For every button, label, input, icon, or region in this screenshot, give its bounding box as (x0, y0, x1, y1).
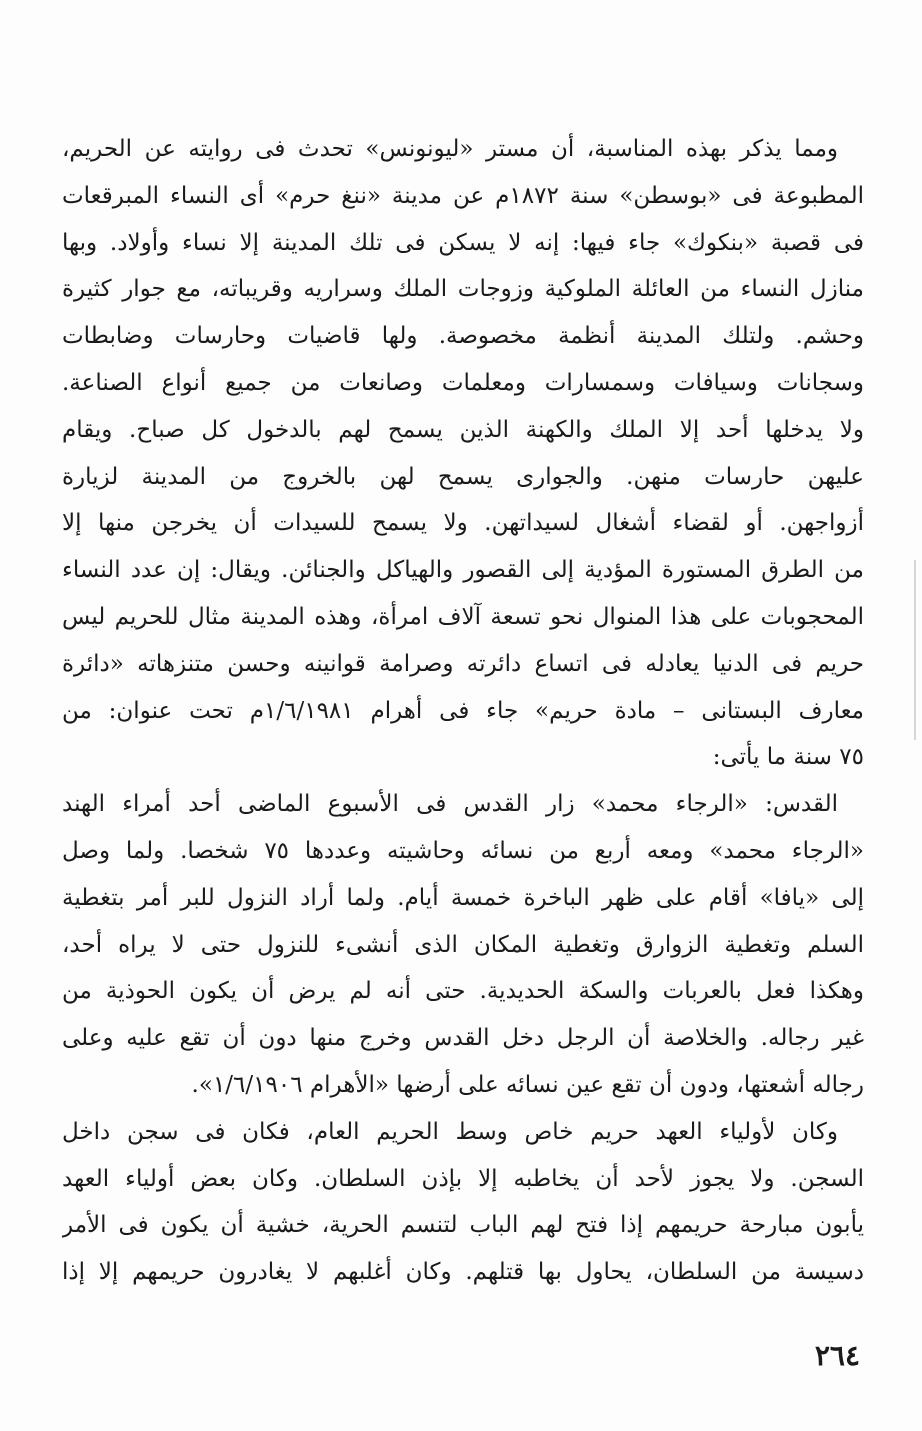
text-line: أزواجهن. أو لقضاء أشغال لسيداتهن. ولا يسمح للسيدات أن يخرجن منها إلا (62, 510, 864, 537)
text-line: المطبوعة فى «بوسطن» سنة ١٨٧٢م عن مدينة «ننغ حرم» أى النساء المبرقعات (62, 182, 864, 209)
text-line: فى قصبة «بنكوك» جاء فيها: إنه لا يسكن فى تلك المدينة إلا نساء وأولاد. وبها (62, 229, 864, 256)
text-line: عليهن حارسات منهن. والجوارى يسمح لهن بالخروج من المدينة لزيارة (62, 463, 864, 490)
text-line: وحشم. ولتلك المدينة أنظمة مخصوصة. ولها قاضيات وحارسات وضابطات (62, 323, 864, 350)
text-line: غير رجاله. والخلاصة أن الرجل دخل القدس وخرج منها دون أن تقع عليه وعلى (62, 1025, 864, 1052)
text-line: يأبون مبارحة حريمهم إذا فتح لهم الباب لتنسم الحرية، خشية أن يكون فى الأمر (62, 1212, 864, 1239)
text-line: وسجانات وسيافات وسمسارات ومعلمات وصانعات من جميع أنواع الصناعة. (62, 369, 864, 396)
text-line: وهكذا فعل بالعربات والسكة الحديدية. حتى أنه لم يرض أن يكون الحوذية من (62, 978, 864, 1005)
page-edge-shadow (914, 560, 916, 740)
text-line: ٧٥ سنة ما يأتى: (712, 744, 864, 771)
text-line: المحجوبات على هذا المنوال نحو تسعة آلاف امرأة، وهذه المدينة مثال للحريم ليس (62, 603, 864, 630)
text-line: معارف البستانى – مادة حريم» جاء فى أهرام ١/٦/١٩٨١م تحت عنوان: من (62, 697, 864, 724)
text-line: منازل النساء من العائلة الملوكية وزوجات الملك وسراريه وقريباته، مع جوار كثيرة (62, 276, 864, 303)
text-line: السلم وتغطية الزوارق وتغطية المكان الذى أنشىء للنزول حتى لا يراه أحد، (62, 931, 864, 958)
text-line: ولا يدخلها أحد إلا الملك والكهنة الذين يسمح لهم بالدخول كل صباح. ويقام (62, 416, 864, 443)
text-line: دسيسة من السلطان، يحاول بها قتلهم. وكان أغلبهم لا يغادرون حريمهم إلا إذا (62, 1259, 864, 1286)
text-line: حريم فى الدنيا يعادله فى اتساع دائرته وصرامة قوانينه وحسن متنزهاته «دائرة (62, 650, 864, 677)
text-line: «الرجاء محمد» ومعه أربع من نسائه وحاشيته وعددها ٧٥ شخصا. ولما وصل (62, 837, 864, 864)
text-line: وكان لأولياء العهد حريم خاص وسط الحريم العام، فكان فى سجن داخل (62, 1118, 838, 1145)
body-text (62, 126, 864, 1296)
text-line: السجن. ولا يجوز لأحد أن يخاطبه إلا بإذن السلطان. وكان بعض أولياء العهد (62, 1165, 864, 1192)
page-number: ٢٦٤ (814, 1339, 860, 1372)
text-line: القدس: «الرجاء محمد» زار القدس فى الأسبوع الماضى أحد أمراء الهند (62, 791, 838, 818)
text-line: ومما يذكر بهذه المناسبة، أن مستر «ليونونس» تحدث فى روايته عن الحريم، (62, 136, 838, 162)
text-line: رجاله أشعتها، ودون أن تقع عين نسائه على أرضها «الأهرام ١/٦/١٩٠٦». (191, 1071, 864, 1098)
text-line: إلى «يافا» أقام على ظهر الباخرة خمسة أيام. ولما أراد النزول للبر أمر بتغطية (62, 884, 864, 911)
text-line: من الطرق المستورة المؤدية إلى القصور والهياكل والجنائن. ويقال: إن عدد النساء (62, 557, 864, 584)
